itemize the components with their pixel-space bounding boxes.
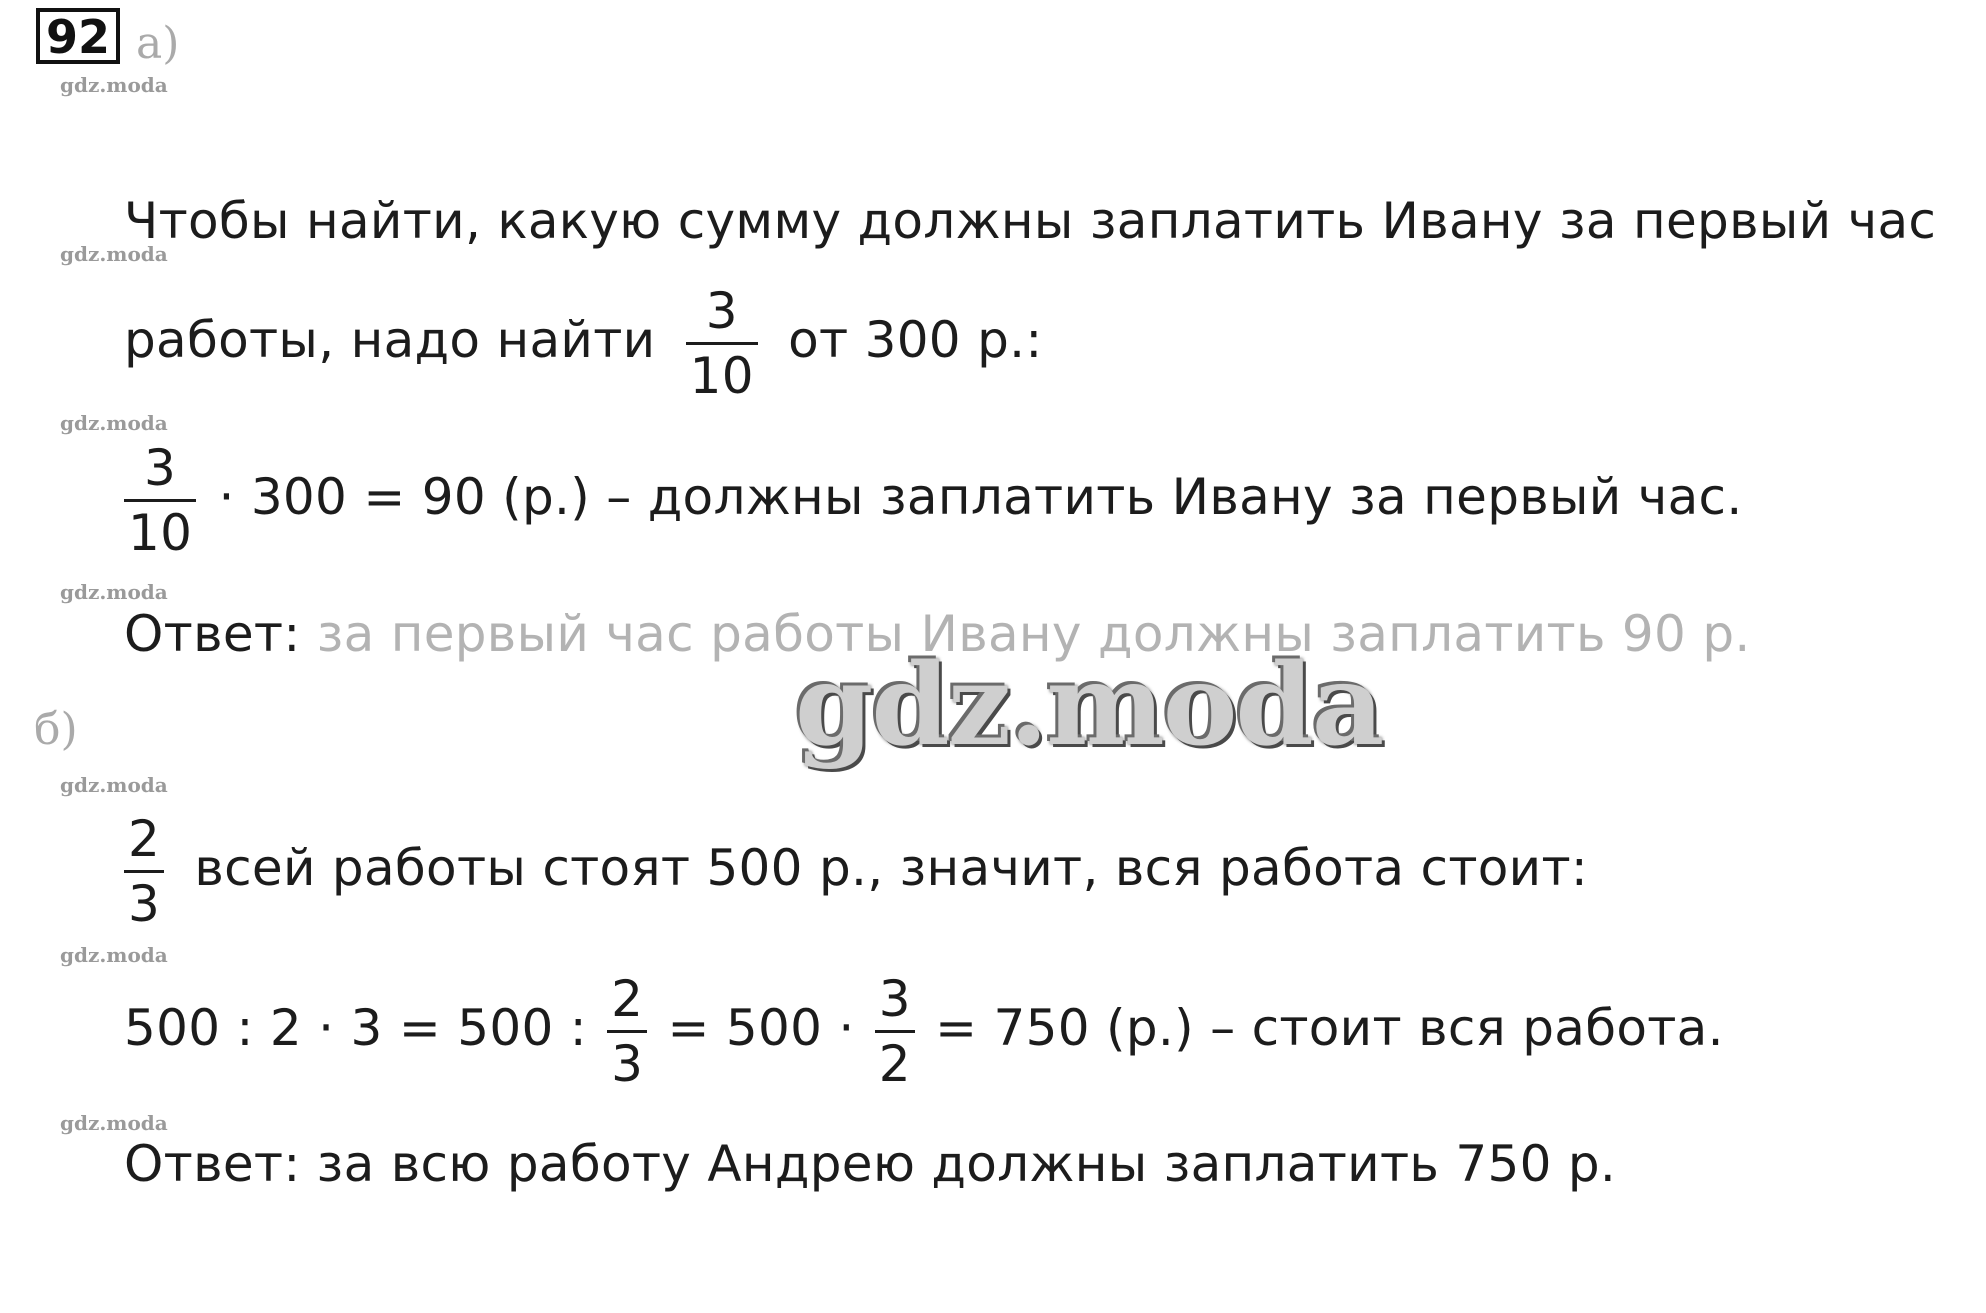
answer-text-faded: за первый час работы Ивану должны заплатить 90 р. xyxy=(316,605,1751,663)
fraction-2-3 xyxy=(124,810,164,933)
part-a-line-2-text: работы, надо найти xyxy=(124,311,656,369)
watermark-2: gdz.moda xyxy=(60,242,168,266)
part-b-calculation xyxy=(124,970,1724,1093)
answer-label: Ответ: xyxy=(124,605,301,663)
part-b-line-1-text: всей работы стоят 500 р., значит, вся работа стоит: xyxy=(194,839,1589,897)
fraction-numerator: 2 xyxy=(611,970,644,1028)
watermark-3: gdz.moda xyxy=(60,411,168,435)
calc-mid: = 500 · xyxy=(667,999,855,1057)
problem-number: 92 xyxy=(36,8,120,64)
calc-end: = 750 (р.) – стоит вся работа. xyxy=(935,999,1724,1057)
part-a-line-1: Чтобы найти, какую сумму должны заплатить Ивану за первый час xyxy=(124,192,1937,250)
part-a-line-2-tail: от 300 р.: xyxy=(788,311,1043,369)
calc-start: 500 : 2 · 3 = 500 : xyxy=(124,999,587,1057)
fraction-numerator: 3 xyxy=(705,282,738,340)
watermark-logo: gdz.moda xyxy=(795,640,1383,771)
part-a-line-2 xyxy=(124,282,1043,405)
watermark-6: gdz.moda xyxy=(60,943,168,967)
part-b-answer: Ответ: за всю работу Андрею должны заплатить 750 р. xyxy=(124,1135,1617,1193)
part-a-label: а) xyxy=(136,18,180,69)
fraction-2-3-calc xyxy=(607,970,647,1093)
part-a-calculation xyxy=(124,439,1743,562)
watermark-7: gdz.moda xyxy=(60,1111,168,1135)
fraction-denominator: 10 xyxy=(124,499,196,558)
watermark-5: gdz.moda xyxy=(60,773,168,797)
fraction-denominator: 3 xyxy=(124,870,164,929)
part-a-calculation-text: · 300 = 90 (р.) – должны заплатить Ивану за первый час. xyxy=(218,468,1743,526)
part-b-line-1 xyxy=(124,810,1589,933)
fraction-denominator: 10 xyxy=(686,342,758,401)
fraction-3-2-calc xyxy=(875,970,915,1093)
fraction-3-10-calc xyxy=(124,439,196,562)
fraction-denominator: 2 xyxy=(875,1030,915,1089)
fraction-numerator: 3 xyxy=(144,439,177,497)
watermark-4: gdz.moda xyxy=(60,580,168,604)
fraction-numerator: 3 xyxy=(878,970,911,1028)
fraction-numerator: 2 xyxy=(128,810,161,868)
watermark-1: gdz.moda xyxy=(60,73,168,97)
fraction-3-10 xyxy=(686,282,758,405)
part-b-label: б) xyxy=(34,704,78,755)
fraction-denominator: 3 xyxy=(607,1030,647,1089)
